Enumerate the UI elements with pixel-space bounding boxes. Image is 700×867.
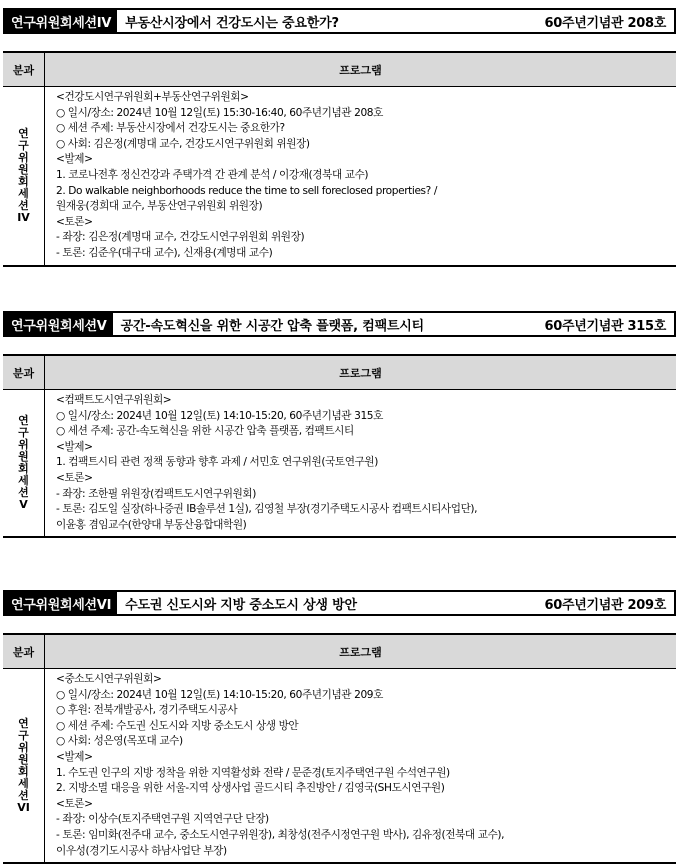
- program-line: ○ 일시/장소: 2024년 10월 12일(토) 15:30-16:40, 60주년기념관 208호: [56, 106, 383, 119]
- division-label: 연구위원회세션Ⅴ: [18, 414, 29, 512]
- program-line: <건강도시연구위원회+부동산연구위원회>: [56, 91, 249, 103]
- program-line: <발제>: [56, 440, 93, 453]
- program-line: ○ 세션 주제: 공간-속도혁신을 위한 시공간 압축 플랫폼, 컴팩트시티: [56, 425, 354, 438]
- session-tag: 연구위원회세션Ⅴ: [5, 313, 113, 335]
- division-label: 연구위원회세션IV: [17, 126, 30, 224]
- program-content: [45, 390, 676, 536]
- session-6: [3, 590, 676, 864]
- program-line: ○ 사회: 김은정(계명대 교수, 건강도시연구위원회 위원장): [56, 137, 310, 150]
- program-line: 1. 컴팩트시티 관련 정책 동향과 향후 과제 / 서민호 연구위원(국토연구원): [56, 456, 378, 469]
- program-line: ○ 일시/장소: 2024년 10월 12일(토) 14:10-15:20, 60주년기념관 315호: [56, 409, 383, 422]
- program-line: ○ 사회: 성은영(목포대 교수): [56, 735, 183, 748]
- session-tag: 연구위원회세션VI: [5, 592, 117, 614]
- program-line: <토론>: [56, 215, 93, 228]
- division-cell: [3, 669, 45, 862]
- program-line: ○ 후원: 전북개발공사, 경기주택도시공사: [56, 704, 238, 717]
- session-room: 60주년기념관 315호: [544, 318, 666, 334]
- session-4: [3, 8, 676, 267]
- program-table: [3, 354, 676, 538]
- session-title: 공간-속도혁신을 위한 시공간 압축 플랫폼, 컴팩트시티: [120, 318, 425, 334]
- program-line: <발제>: [56, 153, 93, 166]
- division-label: 연구위원회세션VI: [17, 716, 30, 814]
- program-line: 2. 지방소멸 대응을 위한 서울-지역 상생사업 골드시티 추진방안 / 김영국(SH도시연구원): [56, 782, 445, 795]
- program-line: <발제>: [56, 750, 93, 763]
- program-line: ○ 일시/장소: 2024년 10월 12일(토) 14:10-15:20, 60주년기념관 209호: [56, 688, 383, 701]
- program-line: 이우성(경기도시공사 하남사업단 부장): [56, 844, 227, 857]
- division-header: 분과: [3, 356, 45, 390]
- session-tag: 연구위원회세션IV: [5, 10, 117, 32]
- division-cell: [3, 87, 45, 265]
- program-line: <중소도시연구위원회>: [56, 673, 162, 685]
- program-table: [3, 633, 676, 864]
- program-line: 이윤홍 겸임교수(한양대 부동산융합대학원): [56, 518, 247, 531]
- program-line: 1. 코로나전후 정신건강과 주택가격 간 관계 분석 / 이강재(경북대 교수): [56, 168, 369, 181]
- program-line: <토론>: [56, 471, 93, 484]
- program-line: - 좌장: 김은정(계명대 교수, 건강도시연구위원회 위원장): [56, 231, 305, 244]
- program-line: 2. Do walkable neighborhoods reduce the time to sell foreclosed properties? /: [56, 184, 438, 197]
- program-content: [45, 87, 676, 265]
- program-content: [45, 669, 676, 862]
- program-line: ○ 세션 주제: 부동산시장에서 건강도시는 중요한가?: [56, 122, 285, 135]
- session-title: 수도권 신도시와 지방 중소도시 상생 방안: [125, 597, 357, 613]
- division-header: 분과: [3, 635, 45, 669]
- session-room: 60주년기념관 209호: [544, 597, 666, 613]
- session-room: 60주년기념관 208호: [544, 15, 666, 31]
- session-title: 부동산시장에서 건강도시는 중요한가?: [125, 15, 339, 31]
- program-line: - 좌장: 조한필 위원장(컴팩트도시연구위원회): [56, 487, 256, 500]
- program-line: - 토론: 김도일 실장(하나증권 IB솔루션 1실), 김영철 부장(경기주택도시공사 컴팩트시티사업단),: [56, 503, 478, 516]
- program-header: 프로그램: [45, 53, 676, 87]
- program-line: - 좌장: 이상수(토지주택연구원 지역연구단 단장): [56, 813, 269, 826]
- program-header: 프로그램: [45, 356, 676, 390]
- division-cell: [3, 390, 45, 536]
- program-line: 원재웅(경희대 교수, 부동산연구위원회 위원장): [56, 200, 263, 213]
- program-line: <토론>: [56, 797, 93, 810]
- session-header: [3, 590, 676, 616]
- program-line: - 토론: 김준우(대구대 교수), 신재용(계명대 교수): [56, 246, 273, 259]
- program-header: 프로그램: [45, 635, 676, 669]
- program-table: [3, 51, 676, 267]
- program-line: ○ 세션 주제: 수도권 신도시와 지방 중소도시 상생 방안: [56, 719, 299, 732]
- session-header: [3, 8, 676, 34]
- program-line: 1. 수도권 인구의 지방 정착을 위한 지역활성화 전략 / 문준경(토지주택연구원 수석연구원): [56, 766, 450, 779]
- session-header: [3, 311, 676, 337]
- program-line: - 토론: 임미화(전주대 교수, 중소도시연구위원장), 최창성(전주시정연구원 박사), 김유정(전북대 교수),: [56, 828, 505, 841]
- division-header: 분과: [3, 53, 45, 87]
- program-line: <컴팩트도시연구위원회>: [56, 394, 172, 406]
- session-5: [3, 311, 676, 538]
